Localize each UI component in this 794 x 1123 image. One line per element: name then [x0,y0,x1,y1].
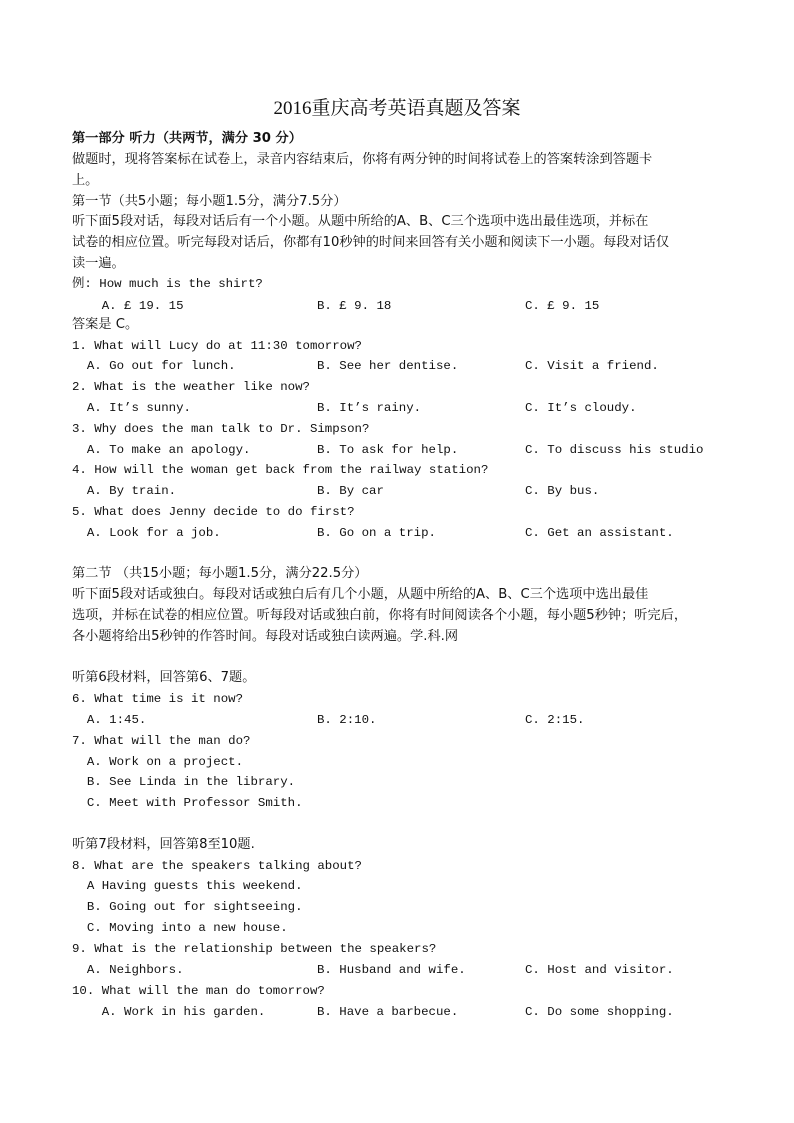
section1-instructions-line-2: 试卷的相应位置。听完每段对话后，你都有10秒钟的时间来回答有关小题和阅读下一小题。每段对话仅 [72,235,670,250]
question-5: 5. What does Jenny decide to do first? [72,505,355,519]
section2-instructions-line-3: 各小题将给出5秒钟的作答时间。每段对话或独白读两遍。学.科.网 [72,629,459,644]
q7-option-b: B. See Linda in the library. [72,775,296,789]
q1-option-c: C. Visit a friend. [525,359,659,373]
document-title: 2016重庆高考英语真题及答案 [273,98,521,119]
q10-option-c: C. Do some shopping. [525,1005,674,1019]
q5-option-c: C. Get an assistant. [525,526,674,540]
q9-option-a: A. Neighbors. [72,963,184,977]
section2-instructions-line-2: 选项，并标在试卷的相应位置。听每段对话或独白前，你将有时间阅读各个小题，每小题5秒钟；听完后， [72,608,688,623]
section2-heading: 第二节 （共15小题；每小题1.5分，满分22.5分） [72,566,368,581]
q1-option-b: B. See her dentise. [317,359,459,373]
q8-option-a: A Having guests this weekend. [72,879,303,893]
q10-option-a: A. Work in his garden. [72,1005,266,1019]
section1-instructions-line-1: 听下面5段对话，每段对话后有一个小题。从题中所给的A、B、C三个选项中选出最佳选项，并标在 [72,214,649,229]
q4-option-b: B. By car [317,484,384,498]
q6-option-b: B. 2:10. [317,713,377,727]
q7-option-a: A. Work on a project. [72,755,244,769]
question-1: 1. What will Lucy do at 11:30 tomorrow? [72,339,362,353]
section1-heading: 第一节（共5小题；每小题1.5分，满分7.5分） [72,194,347,209]
part1-intro-line-1: 做题时，现将答案标在试卷上，录音内容结束后，你将有两分钟的时间将试卷上的答案转涂到答题卡 [72,152,653,167]
material-7-heading: 听第7段材料，回答第8至10题. [72,837,255,852]
question-4: 4. How will the woman get back from the railway station? [72,463,489,477]
example-answer: 答案是 C。 [72,317,139,332]
q3-option-c: C. To discuss his studio [525,443,704,457]
example-option-a: A. £ 19. 15 [72,299,184,313]
q2-option-c: C. It’s cloudy. [525,401,637,415]
q4-option-a: A. By train. [72,484,177,498]
q3-option-b: B. To ask for help. [317,443,459,457]
section1-instructions-line-3: 读一遍。 [72,256,125,271]
q5-option-b: B. Go on a trip. [317,526,436,540]
question-9: 9. What is the relationship between the speakers? [72,942,437,956]
q9-option-c: C. Host and visitor. [525,963,674,977]
q9-option-b: B. Husband and wife. [317,963,466,977]
q7-option-c: C. Meet with Professor Smith. [72,796,303,810]
material-6-heading: 听第6段材料，回答第6、7题。 [72,670,256,685]
question-3: 3. Why does the man talk to Dr. Simpson? [72,422,370,436]
q8-option-c: C. Moving into a new house. [72,921,288,935]
part1-intro-line-2: 上。 [72,173,99,188]
q2-option-b: B. It’s rainy. [317,401,422,415]
example-option-b: B. £ 9. 18 [317,299,392,313]
q8-option-b: B. Going out for sightseeing. [72,900,303,914]
q1-option-a: A. Go out for lunch. [72,359,236,373]
question-8: 8. What are the speakers talking about? [72,859,362,873]
question-7: 7. What will the man do? [72,734,251,748]
question-2: 2. What is the weather like now? [72,380,310,394]
example-question: 例: How much is the shirt? [72,277,263,291]
question-6: 6. What time is it now? [72,692,244,706]
question-10: 10. What will the man do tomorrow? [72,984,325,998]
section2-instructions-line-1: 听下面5段对话或独白。每段对话或独白后有几个小题，从题中所给的A、B、C三个选项中选出最佳 [72,587,649,602]
example-option-c: C. £ 9. 15 [525,299,600,313]
q6-option-c: C. 2:15. [525,713,585,727]
q10-option-b: B. Have a barbecue. [317,1005,459,1019]
q3-option-a: A. To make an apology. [72,443,251,457]
q6-option-a: A. 1:45. [72,713,147,727]
q5-option-a: A. Look for a job. [72,526,221,540]
part1-heading: 第一部分 听力（共两节，满分 30 分） [72,131,302,146]
q2-option-a: A. It’s sunny. [72,401,191,415]
q4-option-c: C. By bus. [525,484,600,498]
